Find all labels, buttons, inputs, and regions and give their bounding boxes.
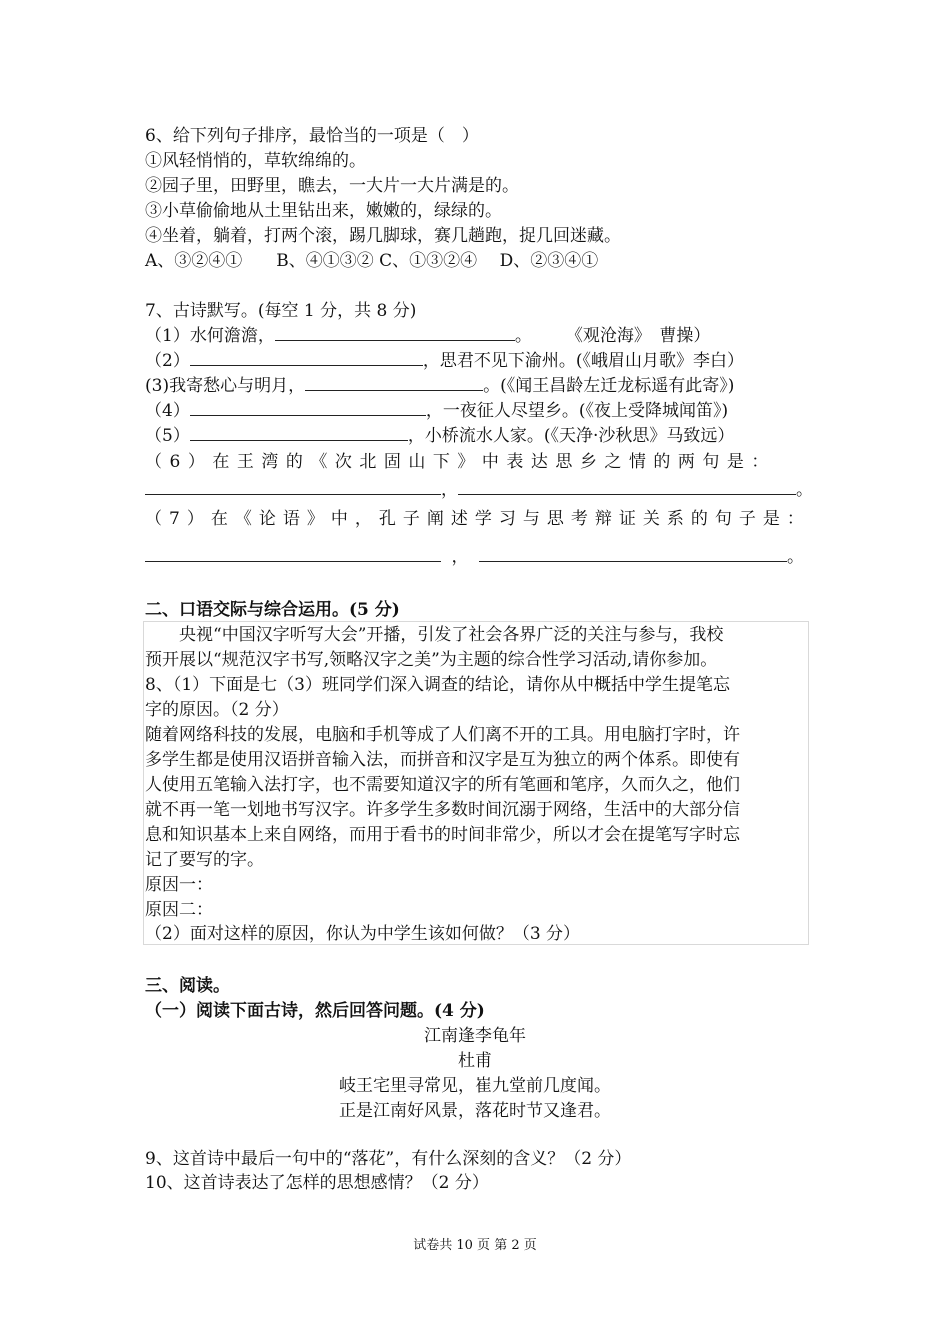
poem-line-1: 岐王宅里寻常见，崔九堂前几度闻。	[339, 1076, 611, 1096]
answer-blank[interactable]	[190, 399, 426, 416]
q7-3-suffix: 。(《闻王昌龄左迁龙标遥有此寄》)	[483, 376, 735, 396]
q8-prompt-1: 8、（1）下面是七（3）班同学们深入调查的结论，请你从中概括中学生提笔忘	[145, 675, 730, 695]
q7-line-2	[145, 349, 744, 373]
section-3-subheading: （一）阅读下面古诗，然后回答问题。(4 分)	[145, 1001, 485, 1021]
q7-7-end: 。	[787, 547, 804, 567]
answer-blank[interactable]	[275, 324, 515, 341]
answer-blank[interactable]	[190, 424, 408, 441]
q8-text-5: 息和知识基本上来自网络，而用于看书的时间非常少，所以才会在提笔写字时忘	[145, 825, 740, 845]
q7-6-end: 。	[796, 480, 813, 500]
q8-text-2: 多学生都是使用汉语拼音输入法，而拼音和汉字是互为独立的两个体系。即使有	[145, 750, 740, 770]
reason-1-label: 原因一：	[145, 875, 213, 895]
q6-sentence-4: ④坐着，躺着，打两个滚，踢几脚球，赛几趟跑，捉几回迷藏。	[145, 226, 621, 246]
poem-title: 江南逢李龟年	[424, 1026, 526, 1046]
q7-3-prefix: (3)我寄愁心与明月，	[145, 376, 306, 396]
q7-line-4	[145, 399, 728, 423]
section-2-heading: 二、口语交际与综合运用。(5 分)	[145, 600, 400, 620]
q7-line-6-answers	[145, 478, 813, 502]
q7-6-separator: ，	[441, 480, 458, 500]
answer-blank[interactable]	[145, 478, 441, 495]
poem-author: 杜甫	[458, 1051, 492, 1071]
q9: 9、这首诗中最后一句中的“落花”，有什么深刻的含义？（2 分）	[145, 1149, 632, 1169]
q8-text-6: 记了要写的字。	[145, 850, 264, 870]
answer-blank[interactable]	[479, 545, 787, 562]
q7-5-suffix: ，小桥流水人家。(《天净·沙秋思》马致远）	[407, 426, 735, 446]
q7-4-suffix: ，一夜征人尽望乡。(《夜上受降城闻笛》)	[425, 401, 729, 421]
answer-blank[interactable]	[305, 374, 483, 391]
q7-line-6: （6）在王湾的《次北固山下》中表达思乡之情的两句是：	[145, 452, 776, 472]
q6-options: A、③②④① B、④①③② C、①③②④ D、②③④①	[145, 251, 599, 271]
sec2-paragraph-2: 预开展以“规范汉字书写,领略汉字之美”为主题的综合性学习活动,请你参加。	[145, 650, 718, 670]
q7-4-prefix: （4）	[145, 401, 190, 421]
q7-title: 7、古诗默写。(每空 1 分，共 8 分)	[145, 301, 417, 321]
q10: 10、这首诗表达了怎样的思想感情？（2 分）	[145, 1173, 489, 1193]
q7-1-prefix: （1）水何澹澹，	[145, 326, 275, 346]
answer-blank[interactable]	[190, 349, 423, 366]
q7-line-1	[145, 324, 710, 348]
page-footer: 试卷共 10 页 第 2 页	[413, 1238, 537, 1253]
q7-line-7-answers	[145, 545, 804, 569]
section-3-heading: 三、阅读。	[145, 976, 230, 996]
reason-2-label: 原因二：	[145, 900, 213, 920]
answer-blank[interactable]	[145, 545, 441, 562]
q7-2-prefix: （2）	[145, 351, 190, 371]
poem-line-2: 正是江南好风景，落花时节又逢君。	[339, 1101, 611, 1121]
q7-1-suffix: 。 《观沧海》 曹操）	[514, 326, 711, 346]
q7-5-prefix: （5）	[145, 426, 190, 446]
q7-line-5	[145, 424, 734, 448]
q8-text-4: 就不再一笔一划地书写汉字。许多学生多数时间沉溺于网络，生活中的大部分信	[145, 800, 740, 820]
q8-part-2: （2）面对这样的原因，你认为中学生该如何做？（3 分）	[145, 924, 581, 944]
q6-sentence-2: ②园子里，田野里，瞧去，一大片一大片满是的。	[145, 176, 519, 196]
answer-blank[interactable]	[458, 478, 796, 495]
q6-sentence-1: ①风轻悄悄的，草软绵绵的。	[145, 151, 366, 171]
q6-sentence-3: ③小草偷偷地从土里钻出来，嫩嫩的，绿绿的。	[145, 201, 502, 221]
q7-2-suffix: ，思君不见下渝州。(《峨眉山月歌》李白）	[422, 351, 744, 371]
q8-text-1: 随着网络科技的发展，电脑和手机等成了人们离不开的工具。用电脑打字时，许	[145, 725, 740, 745]
q7-line-7: （7）在《论语》中，孔子阐述学习与思考辩证关系的句子是：	[145, 509, 811, 529]
sec2-paragraph-1: 央视“中国汉字听写大会”开播，引发了社会各界广泛的关注与参与，我校	[145, 625, 724, 645]
q6-title: 6、给下列句子排序，最恰当的一项是（ ）	[145, 126, 479, 146]
q8-prompt-2: 字的原因。（2 分）	[145, 700, 289, 720]
q8-text-3: 人使用五笔输入法打字，也不需要知道汉字的所有笔画和笔序，久而久之，他们	[145, 775, 740, 795]
q7-line-3	[145, 374, 734, 398]
q7-7-separator: ，	[451, 547, 469, 567]
